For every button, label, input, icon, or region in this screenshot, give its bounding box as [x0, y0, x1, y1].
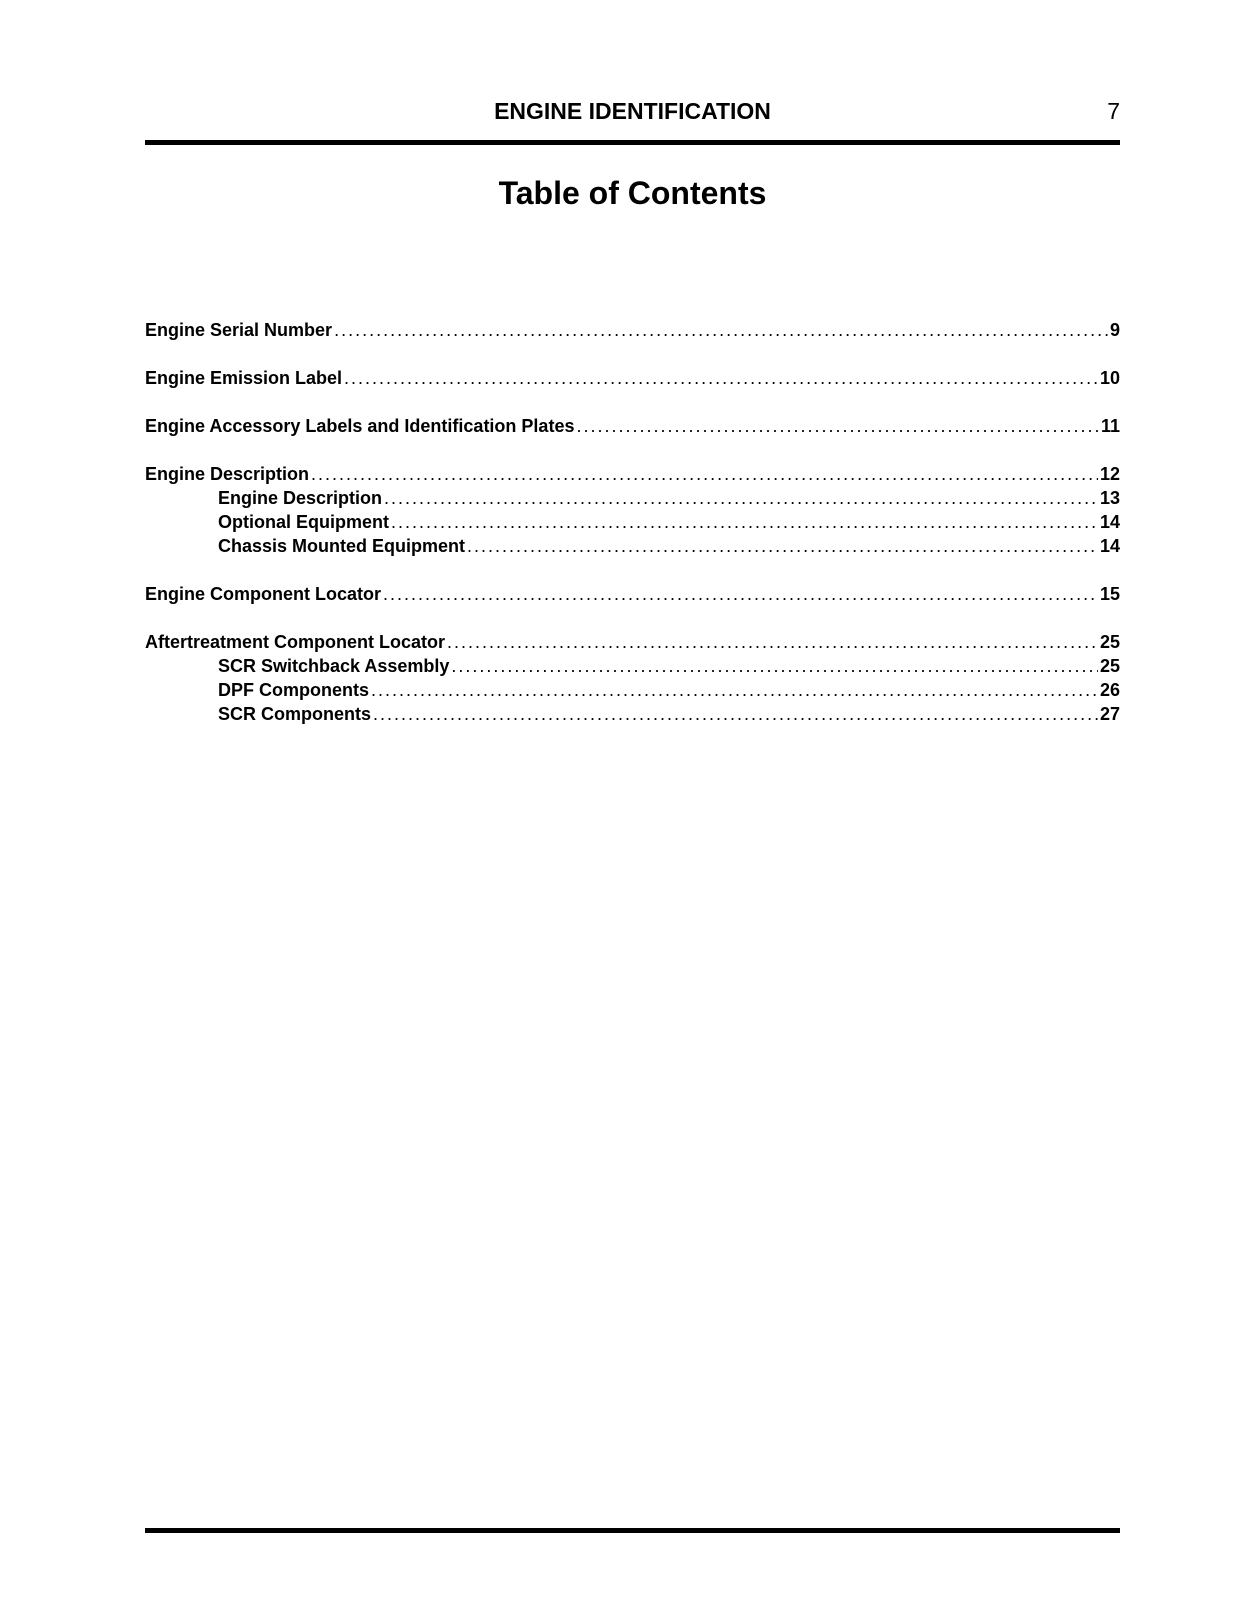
toc-group — [145, 366, 1120, 390]
toc-dot-leader — [371, 678, 1098, 702]
toc-entry[interactable] — [145, 366, 1120, 390]
toc-entry[interactable] — [145, 318, 1120, 342]
toc-dot-leader — [373, 702, 1098, 726]
toc-subentry[interactable] — [145, 510, 1120, 534]
running-header — [145, 96, 1120, 132]
toc-entry-label: Chassis Mounted Equipment — [218, 536, 466, 556]
toc-group — [145, 582, 1120, 606]
toc-entry-page: 27 — [1099, 704, 1120, 724]
toc-dot-leader — [447, 630, 1098, 654]
toc-dot-leader — [384, 486, 1098, 510]
toc-dot-leader — [451, 654, 1098, 678]
toc-entry-label: Engine Description — [145, 464, 310, 484]
toc-subentry[interactable] — [145, 702, 1120, 726]
toc-dot-leader — [344, 366, 1098, 390]
table-of-contents — [145, 318, 1120, 750]
page-number: 7 — [1107, 98, 1120, 124]
toc-entry[interactable] — [145, 462, 1120, 486]
running-header-title: ENGINE IDENTIFICATION — [494, 98, 771, 124]
header-rule — [145, 140, 1120, 145]
toc-entry-label: SCR Components — [218, 704, 371, 724]
toc-subentry[interactable] — [145, 534, 1120, 558]
footer-rule — [145, 1528, 1120, 1533]
toc-entry-label: Engine Component Locator — [145, 584, 381, 604]
toc-entry-page: 10 — [1099, 368, 1120, 388]
toc-entry-page: 9 — [1109, 320, 1120, 340]
toc-entry-page: 15 — [1099, 584, 1120, 604]
toc-entry-page: 12 — [1099, 464, 1120, 484]
toc-dot-leader — [311, 462, 1098, 486]
toc-subentry[interactable] — [145, 654, 1120, 678]
toc-group — [145, 318, 1120, 342]
toc-group — [145, 630, 1120, 726]
toc-entry-label: DPF Components — [218, 680, 369, 700]
toc-entry-page: 14 — [1099, 512, 1120, 532]
toc-entry-label: Engine Serial Number — [145, 320, 333, 340]
toc-entry[interactable] — [145, 582, 1120, 606]
toc-subentry[interactable] — [145, 678, 1120, 702]
toc-entry-page: 14 — [1099, 536, 1120, 556]
toc-entry-page: 11 — [1100, 416, 1120, 436]
toc-subentry[interactable] — [145, 486, 1120, 510]
toc-entry-label: Engine Description — [218, 488, 383, 508]
toc-entry-page: 25 — [1099, 632, 1120, 652]
toc-entry-page: 25 — [1099, 656, 1120, 676]
page-title: Table of Contents — [498, 175, 767, 211]
toc-dot-leader — [334, 318, 1108, 342]
toc-entry-label: Engine Emission Label — [145, 368, 343, 388]
toc-entry-label: Aftertreatment Component Locator — [145, 632, 446, 652]
toc-group — [145, 462, 1120, 558]
toc-group — [145, 414, 1120, 438]
toc-dot-leader — [576, 414, 1099, 438]
toc-dot-leader — [383, 582, 1098, 606]
toc-dot-leader — [467, 534, 1098, 558]
toc-entry-label: SCR Switchback Assembly — [218, 656, 450, 676]
toc-entry-label: Optional Equipment — [218, 512, 389, 532]
toc-entry-label: Engine Accessory Labels and Identification Plates — [145, 416, 575, 436]
toc-entry-page: 26 — [1099, 680, 1120, 700]
toc-entry[interactable] — [145, 630, 1120, 654]
toc-entry-page: 13 — [1099, 488, 1120, 508]
toc-entry[interactable] — [145, 414, 1120, 438]
toc-dot-leader — [391, 510, 1098, 534]
